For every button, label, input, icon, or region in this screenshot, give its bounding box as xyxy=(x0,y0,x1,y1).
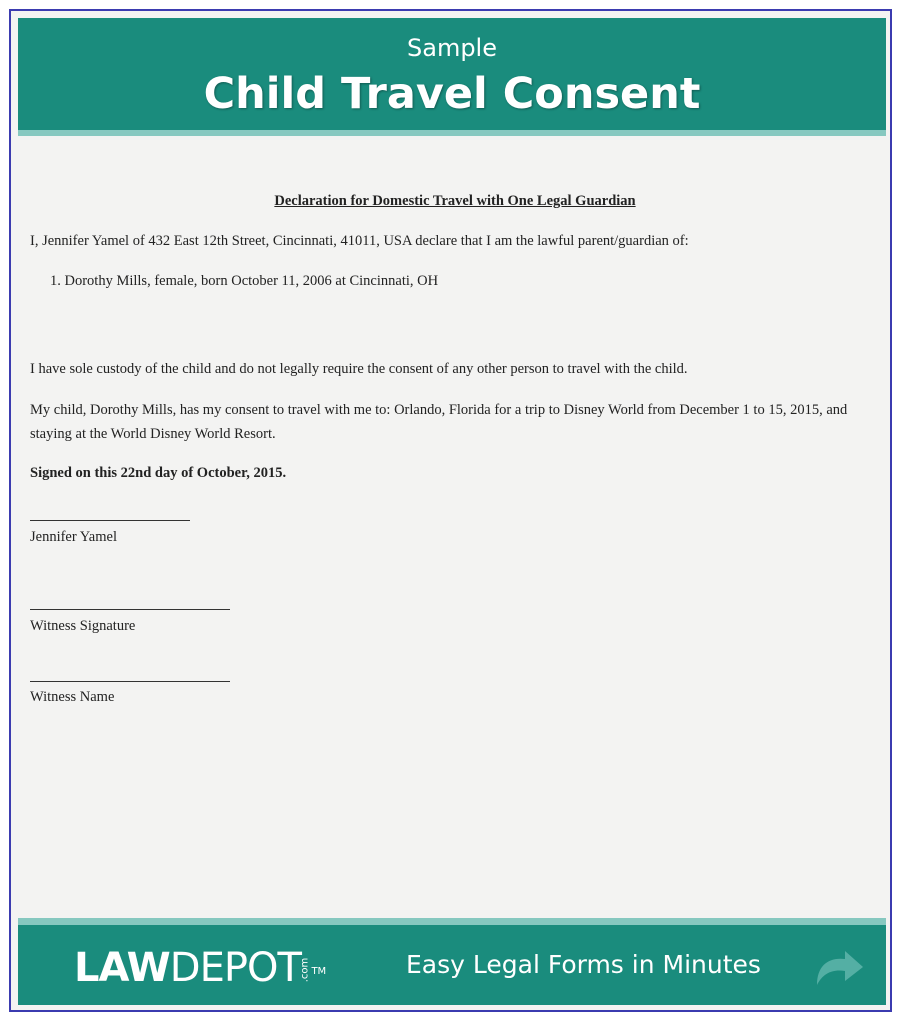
page-title: Child Travel Consent xyxy=(203,69,701,119)
header-accent-strip xyxy=(18,130,886,136)
logo-depot-text: DEPOT xyxy=(169,945,301,991)
custody-statement: I have sole custody of the child and do not legally require the consent of any other person to travel with the child. xyxy=(30,361,688,377)
header-banner xyxy=(18,18,886,130)
logo-dotcom-text: .com xyxy=(299,957,311,983)
intro-statement: I, Jennifer Yamel of 432 East 12th Street, Cincinnati, 41011, USA declare that I am the lawful parent/guardian of: xyxy=(30,233,689,249)
logo-law-text: LAW xyxy=(74,945,170,991)
signed-date: Signed on this 22nd day of October, 2015. xyxy=(30,465,287,481)
witness-name-line xyxy=(30,681,230,682)
witness-name-label: Witness Name xyxy=(30,689,115,705)
parent-signature-line xyxy=(30,520,190,521)
parent-signature-label: Jennifer Yamel xyxy=(30,529,117,545)
document-frame xyxy=(9,9,892,1012)
logo-trademark: TM xyxy=(311,966,327,977)
header-subtitle: Sample xyxy=(407,34,497,62)
lawdepot-logo[interactable] xyxy=(74,943,326,993)
consent-statement: My child, Dorothy Mills, has my consent to travel with me to: Orlando, Florida for a trip to Disney World from December 1 to 15, 2015, and staying at the World Disney World Resort. xyxy=(30,402,848,442)
witness-signature-label: Witness Signature xyxy=(30,618,136,634)
curved-arrow-icon xyxy=(811,945,867,991)
witness-signature-line xyxy=(30,609,230,610)
footer-accent-strip xyxy=(18,918,886,925)
declaration-heading: Declaration for Domestic Travel with One Legal Guardian xyxy=(274,193,636,209)
footer-tagline: Easy Legal Forms in Minutes xyxy=(406,950,761,979)
footer-banner xyxy=(18,925,886,1005)
child-list-item: 1. Dorothy Mills, female, born October 11, 2006 at Cincinnati, OH xyxy=(50,273,439,289)
